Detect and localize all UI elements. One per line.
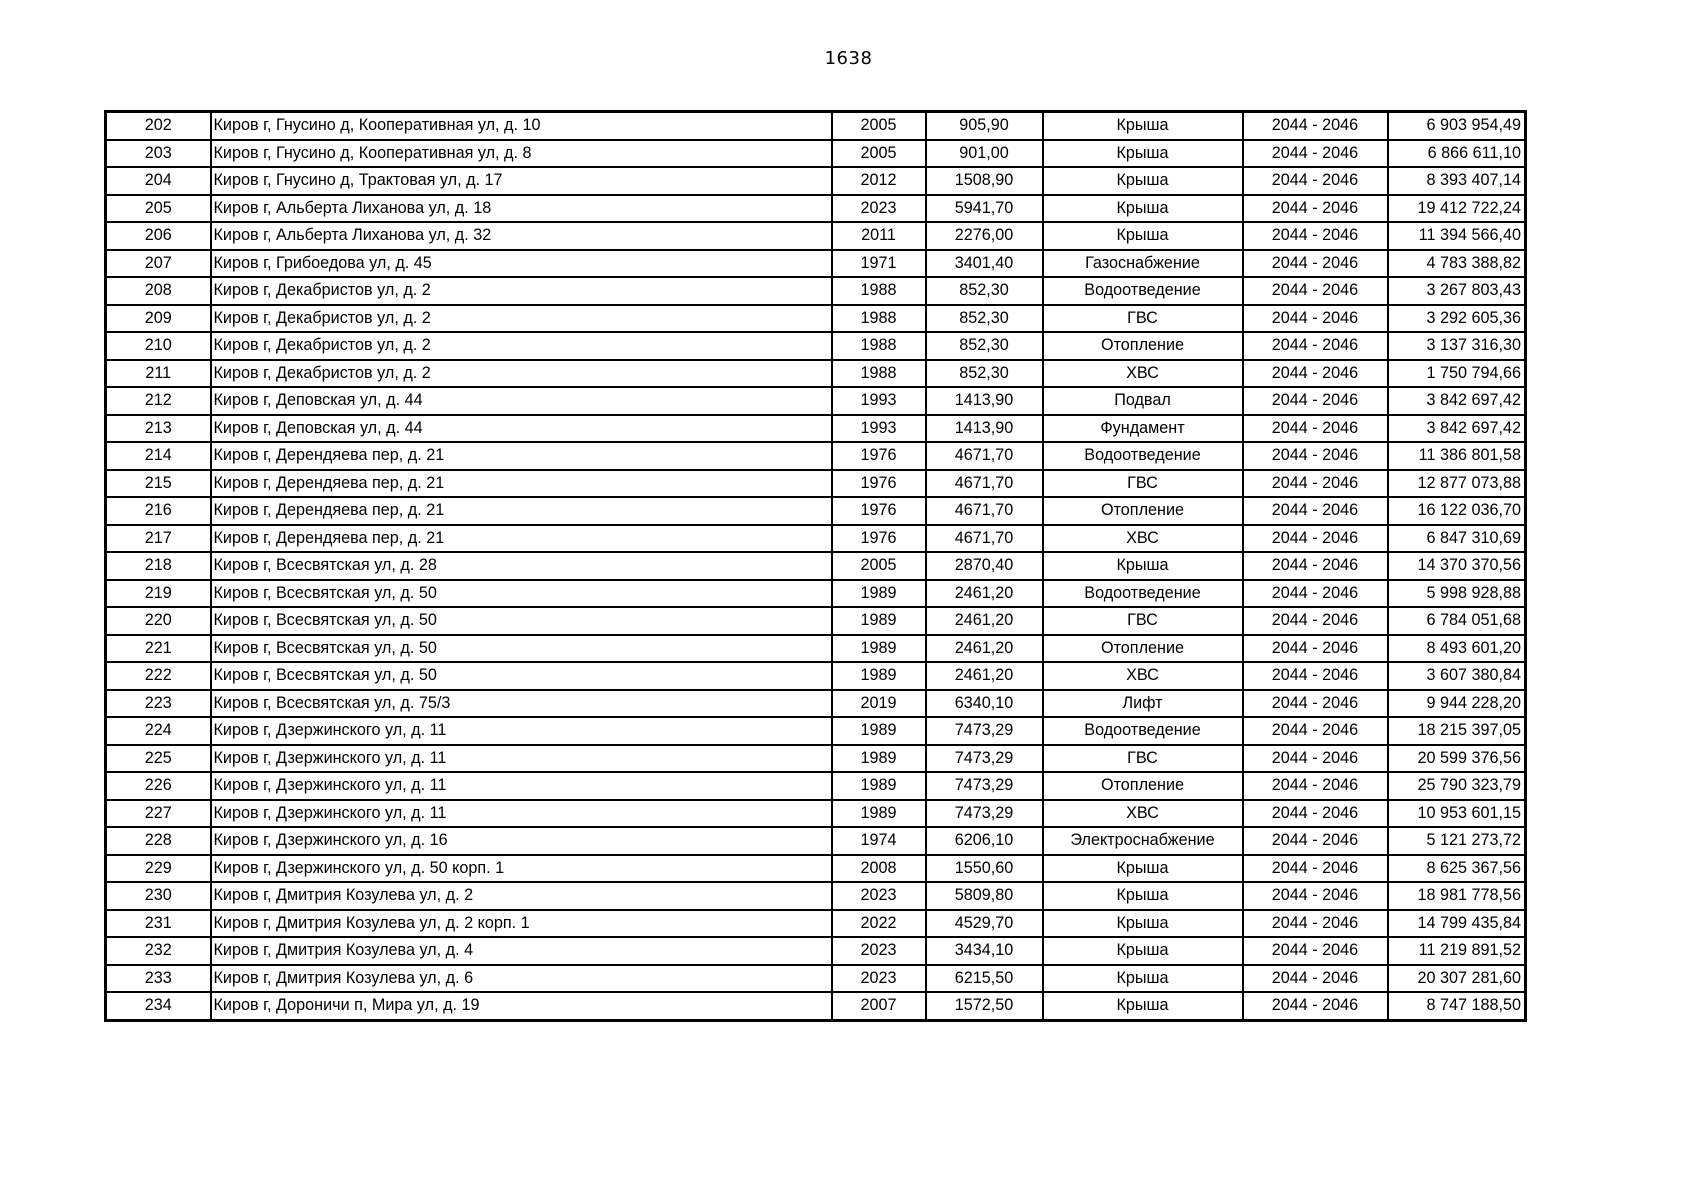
cost-cell: 16 122 036,70	[1388, 497, 1526, 525]
period-cell: 2044 - 2046	[1243, 140, 1388, 168]
period-cell: 2044 - 2046	[1243, 277, 1388, 305]
cost-cell: 6 784 051,68	[1388, 607, 1526, 635]
area-cell: 5809,80	[926, 882, 1043, 910]
period-cell: 2044 - 2046	[1243, 387, 1388, 415]
period-cell: 2044 - 2046	[1243, 635, 1388, 663]
row-number-cell: 214	[106, 442, 211, 470]
area-cell: 1413,90	[926, 387, 1043, 415]
row-number-cell: 220	[106, 607, 211, 635]
cost-cell: 5 998 928,88	[1388, 580, 1526, 608]
table-row	[106, 140, 1526, 168]
period-cell: 2044 - 2046	[1243, 800, 1388, 828]
period-cell: 2044 - 2046	[1243, 717, 1388, 745]
period-cell: 2044 - 2046	[1243, 827, 1388, 855]
year-cell: 2019	[832, 690, 926, 718]
table-row	[106, 470, 1526, 498]
cost-cell: 18 981 778,56	[1388, 882, 1526, 910]
cost-cell: 6 903 954,49	[1388, 112, 1526, 140]
year-cell: 1989	[832, 580, 926, 608]
year-cell: 2005	[832, 140, 926, 168]
address-cell: Киров г, Всесвятская ул, д. 50	[211, 635, 832, 663]
year-cell: 1989	[832, 662, 926, 690]
row-number-cell: 229	[106, 855, 211, 883]
cost-cell: 3 267 803,43	[1388, 277, 1526, 305]
address-cell: Киров г, Всесвятская ул, д. 28	[211, 552, 832, 580]
row-number-cell: 203	[106, 140, 211, 168]
year-cell: 1989	[832, 635, 926, 663]
work-type-cell: Крыша	[1043, 167, 1243, 195]
row-number-cell: 231	[106, 910, 211, 938]
row-number-cell: 202	[106, 112, 211, 140]
address-cell: Киров г, Грибоедова ул, д. 45	[211, 250, 832, 278]
work-type-cell: Крыша	[1043, 195, 1243, 223]
address-cell: Киров г, Всесвятская ул, д. 50	[211, 580, 832, 608]
cost-cell: 8 393 407,14	[1388, 167, 1526, 195]
area-cell: 7473,29	[926, 772, 1043, 800]
table-row	[106, 717, 1526, 745]
year-cell: 2011	[832, 222, 926, 250]
area-cell: 7473,29	[926, 717, 1043, 745]
work-type-cell: Газоснабжение	[1043, 250, 1243, 278]
address-cell: Киров г, Декабристов ул, д. 2	[211, 360, 832, 388]
table-row	[106, 497, 1526, 525]
work-type-cell: Лифт	[1043, 690, 1243, 718]
period-cell: 2044 - 2046	[1243, 552, 1388, 580]
table-row	[106, 772, 1526, 800]
period-cell: 2044 - 2046	[1243, 442, 1388, 470]
row-number-cell: 212	[106, 387, 211, 415]
work-type-cell: ХВС	[1043, 800, 1243, 828]
page-number: 1638	[824, 48, 873, 69]
address-cell: Киров г, Дзержинского ул, д. 50 корп. 1	[211, 855, 832, 883]
period-cell: 2044 - 2046	[1243, 332, 1388, 360]
year-cell: 1988	[832, 360, 926, 388]
work-type-cell: Крыша	[1043, 965, 1243, 993]
work-type-cell: Отопление	[1043, 497, 1243, 525]
area-cell: 3434,10	[926, 937, 1043, 965]
address-cell: Киров г, Всесвятская ул, д. 50	[211, 662, 832, 690]
work-type-cell: Фундамент	[1043, 415, 1243, 443]
address-cell: Киров г, Альберта Лиханова ул, д. 18	[211, 195, 832, 223]
cost-cell: 3 137 316,30	[1388, 332, 1526, 360]
period-cell: 2044 - 2046	[1243, 360, 1388, 388]
period-cell: 2044 - 2046	[1243, 662, 1388, 690]
address-cell: Киров г, Дзержинского ул, д. 11	[211, 745, 832, 773]
address-cell: Киров г, Дмитрия Козулева ул, д. 6	[211, 965, 832, 993]
address-cell: Киров г, Гнусино д, Трактовая ул, д. 17	[211, 167, 832, 195]
area-cell: 852,30	[926, 277, 1043, 305]
period-cell: 2044 - 2046	[1243, 965, 1388, 993]
table-row	[106, 387, 1526, 415]
work-type-cell: ГВС	[1043, 745, 1243, 773]
period-cell: 2044 - 2046	[1243, 250, 1388, 278]
table-row	[106, 112, 1526, 140]
work-type-cell: ГВС	[1043, 470, 1243, 498]
address-cell: Киров г, Всесвятская ул, д. 75/3	[211, 690, 832, 718]
area-cell: 1550,60	[926, 855, 1043, 883]
table-row	[106, 690, 1526, 718]
area-cell: 7473,29	[926, 745, 1043, 773]
row-number-cell: 221	[106, 635, 211, 663]
area-cell: 3401,40	[926, 250, 1043, 278]
table-row	[106, 360, 1526, 388]
address-cell: Киров г, Декабристов ул, д. 2	[211, 277, 832, 305]
year-cell: 1976	[832, 497, 926, 525]
row-number-cell: 213	[106, 415, 211, 443]
address-cell: Киров г, Дмитрия Козулева ул, д. 4	[211, 937, 832, 965]
year-cell: 2008	[832, 855, 926, 883]
cost-cell: 14 370 370,56	[1388, 552, 1526, 580]
work-type-cell: Крыша	[1043, 222, 1243, 250]
year-cell: 2023	[832, 937, 926, 965]
year-cell: 2005	[832, 112, 926, 140]
cost-cell: 18 215 397,05	[1388, 717, 1526, 745]
row-number-cell: 204	[106, 167, 211, 195]
row-number-cell: 226	[106, 772, 211, 800]
cost-cell: 3 607 380,84	[1388, 662, 1526, 690]
row-number-cell: 227	[106, 800, 211, 828]
table-body	[106, 112, 1526, 1021]
area-cell: 2276,00	[926, 222, 1043, 250]
period-cell: 2044 - 2046	[1243, 937, 1388, 965]
work-type-cell: Крыша	[1043, 882, 1243, 910]
period-cell: 2044 - 2046	[1243, 112, 1388, 140]
cost-cell: 3 292 605,36	[1388, 305, 1526, 333]
table-row	[106, 277, 1526, 305]
work-type-cell: Водоотведение	[1043, 277, 1243, 305]
period-cell: 2044 - 2046	[1243, 470, 1388, 498]
cost-cell: 8 493 601,20	[1388, 635, 1526, 663]
area-cell: 1572,50	[926, 992, 1043, 1020]
row-number-cell: 230	[106, 882, 211, 910]
cost-cell: 1 750 794,66	[1388, 360, 1526, 388]
row-number-cell: 216	[106, 497, 211, 525]
area-cell: 2870,40	[926, 552, 1043, 580]
cost-cell: 3 842 697,42	[1388, 387, 1526, 415]
period-cell: 2044 - 2046	[1243, 772, 1388, 800]
row-number-cell: 234	[106, 992, 211, 1020]
area-cell: 4671,70	[926, 470, 1043, 498]
table-row	[106, 222, 1526, 250]
year-cell: 2023	[832, 965, 926, 993]
work-type-cell: ГВС	[1043, 607, 1243, 635]
year-cell: 2023	[832, 882, 926, 910]
work-type-cell: Водоотведение	[1043, 580, 1243, 608]
row-number-cell: 207	[106, 250, 211, 278]
row-number-cell: 211	[106, 360, 211, 388]
cost-cell: 5 121 273,72	[1388, 827, 1526, 855]
row-number-cell: 223	[106, 690, 211, 718]
period-cell: 2044 - 2046	[1243, 497, 1388, 525]
cost-cell: 10 953 601,15	[1388, 800, 1526, 828]
year-cell: 2022	[832, 910, 926, 938]
address-cell: Киров г, Декабристов ул, д. 2	[211, 305, 832, 333]
period-cell: 2044 - 2046	[1243, 305, 1388, 333]
cost-cell: 11 219 891,52	[1388, 937, 1526, 965]
area-cell: 6206,10	[926, 827, 1043, 855]
area-cell: 852,30	[926, 360, 1043, 388]
area-cell: 901,00	[926, 140, 1043, 168]
area-cell: 2461,20	[926, 607, 1043, 635]
cost-cell: 9 944 228,20	[1388, 690, 1526, 718]
period-cell: 2044 - 2046	[1243, 222, 1388, 250]
table-row	[106, 167, 1526, 195]
row-number-cell: 210	[106, 332, 211, 360]
year-cell: 2012	[832, 167, 926, 195]
table-row	[106, 800, 1526, 828]
address-cell: Киров г, Всесвятская ул, д. 50	[211, 607, 832, 635]
year-cell: 1989	[832, 745, 926, 773]
cost-cell: 4 783 388,82	[1388, 250, 1526, 278]
table-row	[106, 855, 1526, 883]
address-cell: Киров г, Дерендяева пер, д. 21	[211, 525, 832, 553]
address-cell: Киров г, Дерендяева пер, д. 21	[211, 497, 832, 525]
period-cell: 2044 - 2046	[1243, 910, 1388, 938]
year-cell: 1989	[832, 800, 926, 828]
period-cell: 2044 - 2046	[1243, 167, 1388, 195]
cost-cell: 11 394 566,40	[1388, 222, 1526, 250]
table-row	[106, 525, 1526, 553]
area-cell: 4671,70	[926, 525, 1043, 553]
address-cell: Киров г, Деповская ул, д. 44	[211, 415, 832, 443]
row-number-cell: 209	[106, 305, 211, 333]
year-cell: 2023	[832, 195, 926, 223]
address-cell: Киров г, Дмитрия Козулева ул, д. 2	[211, 882, 832, 910]
work-type-cell: ХВС	[1043, 360, 1243, 388]
table-row	[106, 580, 1526, 608]
work-type-cell: Отопление	[1043, 772, 1243, 800]
table-row	[106, 992, 1526, 1020]
area-cell: 4671,70	[926, 442, 1043, 470]
row-number-cell: 225	[106, 745, 211, 773]
area-cell: 4671,70	[926, 497, 1043, 525]
work-type-cell: ХВС	[1043, 662, 1243, 690]
period-cell: 2044 - 2046	[1243, 415, 1388, 443]
work-type-cell: Крыша	[1043, 140, 1243, 168]
period-cell: 2044 - 2046	[1243, 992, 1388, 1020]
year-cell: 1976	[832, 442, 926, 470]
area-cell: 7473,29	[926, 800, 1043, 828]
row-number-cell: 205	[106, 195, 211, 223]
work-type-cell: Электроснабжение	[1043, 827, 1243, 855]
row-number-cell: 218	[106, 552, 211, 580]
cost-cell: 6 866 611,10	[1388, 140, 1526, 168]
year-cell: 1988	[832, 332, 926, 360]
area-cell: 6215,50	[926, 965, 1043, 993]
row-number-cell: 224	[106, 717, 211, 745]
repair-schedule-table	[104, 110, 1527, 1022]
work-type-cell: Водоотведение	[1043, 442, 1243, 470]
cost-cell: 19 412 722,24	[1388, 195, 1526, 223]
cost-cell: 14 799 435,84	[1388, 910, 1526, 938]
table-row	[106, 332, 1526, 360]
year-cell: 1974	[832, 827, 926, 855]
year-cell: 1976	[832, 525, 926, 553]
table-row	[106, 937, 1526, 965]
cost-cell: 3 842 697,42	[1388, 415, 1526, 443]
table-row	[106, 965, 1526, 993]
area-cell: 4529,70	[926, 910, 1043, 938]
row-number-cell: 219	[106, 580, 211, 608]
table-row	[106, 827, 1526, 855]
work-type-cell: Отопление	[1043, 635, 1243, 663]
row-number-cell: 217	[106, 525, 211, 553]
area-cell: 1508,90	[926, 167, 1043, 195]
year-cell: 1993	[832, 387, 926, 415]
year-cell: 1989	[832, 607, 926, 635]
table-row	[106, 882, 1526, 910]
area-cell: 2461,20	[926, 580, 1043, 608]
work-type-cell: Крыша	[1043, 910, 1243, 938]
cost-cell: 6 847 310,69	[1388, 525, 1526, 553]
work-type-cell: ХВС	[1043, 525, 1243, 553]
table-row	[106, 305, 1526, 333]
area-cell: 852,30	[926, 332, 1043, 360]
year-cell: 1988	[832, 305, 926, 333]
work-type-cell: Крыша	[1043, 937, 1243, 965]
period-cell: 2044 - 2046	[1243, 580, 1388, 608]
year-cell: 2007	[832, 992, 926, 1020]
area-cell: 5941,70	[926, 195, 1043, 223]
cost-cell: 12 877 073,88	[1388, 470, 1526, 498]
row-number-cell: 208	[106, 277, 211, 305]
cost-cell: 11 386 801,58	[1388, 442, 1526, 470]
row-number-cell: 232	[106, 937, 211, 965]
row-number-cell: 233	[106, 965, 211, 993]
table-row	[106, 635, 1526, 663]
work-type-cell: Крыша	[1043, 112, 1243, 140]
address-cell: Киров г, Дзержинского ул, д. 11	[211, 717, 832, 745]
area-cell: 1413,90	[926, 415, 1043, 443]
table-row	[106, 910, 1526, 938]
year-cell: 1971	[832, 250, 926, 278]
area-cell: 2461,20	[926, 662, 1043, 690]
address-cell: Киров г, Гнусино д, Кооперативная ул, д. 10	[211, 112, 832, 140]
work-type-cell: Крыша	[1043, 552, 1243, 580]
table-row	[106, 442, 1526, 470]
period-cell: 2044 - 2046	[1243, 855, 1388, 883]
work-type-cell: Подвал	[1043, 387, 1243, 415]
table-row	[106, 250, 1526, 278]
work-type-cell: ГВС	[1043, 305, 1243, 333]
work-type-cell: Крыша	[1043, 855, 1243, 883]
work-type-cell: Водоотведение	[1043, 717, 1243, 745]
table-row	[106, 195, 1526, 223]
table-row	[106, 415, 1526, 443]
area-cell: 6340,10	[926, 690, 1043, 718]
year-cell: 1989	[832, 717, 926, 745]
period-cell: 2044 - 2046	[1243, 525, 1388, 553]
cost-cell: 20 307 281,60	[1388, 965, 1526, 993]
address-cell: Киров г, Альберта Лиханова ул, д. 32	[211, 222, 832, 250]
cost-cell: 8 747 188,50	[1388, 992, 1526, 1020]
year-cell: 2005	[832, 552, 926, 580]
period-cell: 2044 - 2046	[1243, 690, 1388, 718]
area-cell: 852,30	[926, 305, 1043, 333]
period-cell: 2044 - 2046	[1243, 882, 1388, 910]
period-cell: 2044 - 2046	[1243, 607, 1388, 635]
year-cell: 1976	[832, 470, 926, 498]
cost-cell: 20 599 376,56	[1388, 745, 1526, 773]
period-cell: 2044 - 2046	[1243, 195, 1388, 223]
table-row	[106, 745, 1526, 773]
address-cell: Киров г, Дзержинского ул, д. 11	[211, 800, 832, 828]
address-cell: Киров г, Дмитрия Козулева ул, д. 2 корп. 1	[211, 910, 832, 938]
period-cell: 2044 - 2046	[1243, 745, 1388, 773]
address-cell: Киров г, Гнусино д, Кооперативная ул, д. 8	[211, 140, 832, 168]
row-number-cell: 215	[106, 470, 211, 498]
address-cell: Киров г, Дерендяева пер, д. 21	[211, 442, 832, 470]
area-cell: 2461,20	[926, 635, 1043, 663]
address-cell: Киров г, Дерендяева пер, д. 21	[211, 470, 832, 498]
address-cell: Киров г, Декабристов ул, д. 2	[211, 332, 832, 360]
year-cell: 1993	[832, 415, 926, 443]
table-row	[106, 607, 1526, 635]
address-cell: Киров г, Деповская ул, д. 44	[211, 387, 832, 415]
table-row	[106, 662, 1526, 690]
work-type-cell: Отопление	[1043, 332, 1243, 360]
year-cell: 1988	[832, 277, 926, 305]
row-number-cell: 222	[106, 662, 211, 690]
table-row	[106, 552, 1526, 580]
address-cell: Киров г, Дзержинского ул, д. 11	[211, 772, 832, 800]
cost-cell: 25 790 323,79	[1388, 772, 1526, 800]
row-number-cell: 206	[106, 222, 211, 250]
row-number-cell: 228	[106, 827, 211, 855]
address-cell: Киров г, Дороничи п, Мира ул, д. 19	[211, 992, 832, 1020]
work-type-cell: Крыша	[1043, 992, 1243, 1020]
area-cell: 905,90	[926, 112, 1043, 140]
year-cell: 1989	[832, 772, 926, 800]
address-cell: Киров г, Дзержинского ул, д. 16	[211, 827, 832, 855]
cost-cell: 8 625 367,56	[1388, 855, 1526, 883]
